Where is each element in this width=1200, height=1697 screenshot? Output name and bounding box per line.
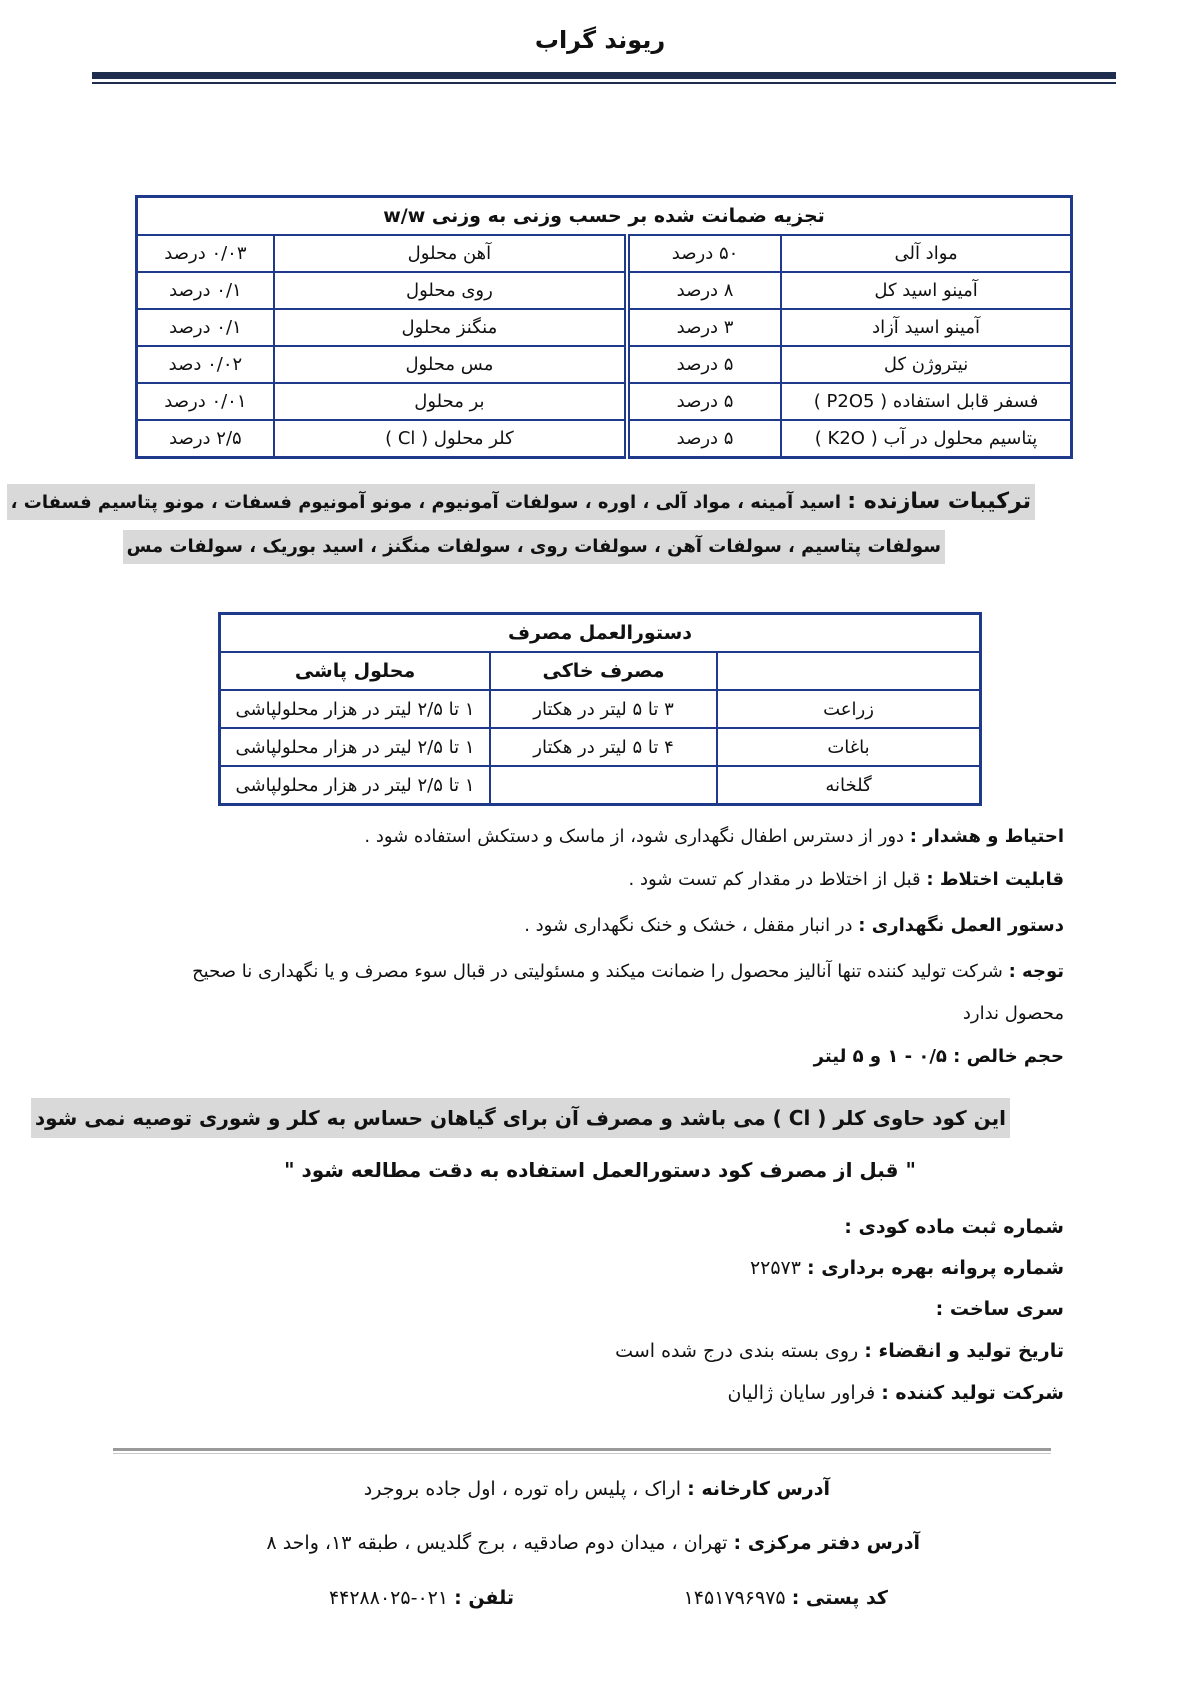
composition-line-1 bbox=[7, 484, 1035, 520]
note-paragraph bbox=[180, 951, 1064, 1035]
composition-text-1: اسید آمینه ، مواد آلی ، اوره ، سولفات آمونیوم ، مونو آمونیوم فسفات ، مونو پتاسیم فسفات ، bbox=[10, 492, 842, 513]
usage-crop: باغات bbox=[717, 728, 980, 766]
header-divider-thin bbox=[92, 82, 1116, 84]
chlorine-warning: این کود حاوی کلر ( Cl ) می باشد و مصرف آن برای گیاهان حساس به کلر و شوری توصیه نمی شود bbox=[31, 1098, 1010, 1138]
table-row bbox=[137, 309, 1072, 346]
usage-spray: ۱ تا ۲/۵ لیتر در هزار محلولپاشی bbox=[220, 728, 491, 766]
usage-crop: گلخانه bbox=[717, 766, 980, 805]
analysis-left-value: ۰/۱ درصد bbox=[137, 272, 274, 309]
storage-line bbox=[524, 915, 1064, 936]
usage-spray: ۱ تا ۲/۵ لیتر در هزار محلولپاشی bbox=[220, 766, 491, 805]
footer-divider-thin bbox=[113, 1453, 1051, 1454]
factory-label: آدرس کارخانه : bbox=[687, 1478, 830, 1500]
analysis-right-name: فسفر قابل استفاده ( P2O5 ) bbox=[781, 383, 1071, 420]
analysis-left-name: آهن محلول bbox=[274, 235, 627, 272]
analysis-right-value: ۳ درصد bbox=[627, 309, 781, 346]
table-row bbox=[137, 272, 1072, 309]
office-value: تهران ، میدان دوم صادقیه ، برج گلدیس ، طبقه ۱۳، واحد ۸ bbox=[266, 1532, 728, 1554]
usage-spray: ۱ تا ۲/۵ لیتر در هزار محلولپاشی bbox=[220, 690, 491, 728]
batch-label: سری ساخت : bbox=[935, 1298, 1064, 1320]
usage-table bbox=[218, 612, 982, 806]
analysis-right-name: آمینو اسید آزاد bbox=[781, 309, 1071, 346]
composition-label: ترکیبات سازنده : bbox=[847, 489, 1031, 514]
analysis-left-value: ۲/۵ درصد bbox=[137, 420, 274, 458]
maker-label: شرکت تولید کننده : bbox=[881, 1382, 1064, 1404]
batch-line bbox=[936, 1298, 1064, 1320]
analysis-right-name: مواد آلی bbox=[781, 235, 1071, 272]
analysis-left-value: ۰/۰۲ دصد bbox=[137, 346, 274, 383]
table-row bbox=[137, 420, 1072, 458]
page-title: ریوند گراب bbox=[534, 26, 666, 54]
postal-code bbox=[684, 1587, 888, 1609]
license-line bbox=[750, 1257, 1064, 1279]
mixing-text: قبل از اختلاط در مقدار کم تست شود . bbox=[628, 869, 921, 890]
header-divider bbox=[92, 72, 1116, 79]
analysis-left-value: ۰/۰۱ درصد bbox=[137, 383, 274, 420]
dates-line bbox=[615, 1340, 1064, 1362]
factory-address bbox=[364, 1478, 830, 1500]
analysis-left-name: مس محلول bbox=[274, 346, 627, 383]
net-volume: حجم خالص : ۰/۵ - ۱ و ۵ لیتر bbox=[813, 1046, 1064, 1067]
storage-text: در انبار مقفل ، خشک و خنک نگهداری شود . bbox=[524, 915, 853, 936]
caution-line bbox=[364, 826, 1064, 847]
registration-line bbox=[844, 1216, 1064, 1238]
mixing-label: قابلیت اختلاط : bbox=[926, 869, 1064, 890]
analysis-right-name: پتاسیم محلول در آب ( K2O ) bbox=[781, 420, 1071, 458]
usage-crop: زراعت bbox=[717, 690, 980, 728]
mixing-line bbox=[629, 869, 1064, 890]
usage-header-soil: مصرف خاکی bbox=[490, 652, 717, 690]
caution-label: احتیاط و هشدار : bbox=[909, 826, 1064, 847]
analysis-right-value: ۸ درصد bbox=[627, 272, 781, 309]
usage-soil: ۴ تا ۵ لیتر در هکتار bbox=[490, 728, 717, 766]
table-row bbox=[137, 383, 1072, 420]
analysis-left-name: کلر محلول ( Cl ) bbox=[274, 420, 627, 458]
analysis-left-value: ۰/۰۳ درصد bbox=[137, 235, 274, 272]
caution-text: دور از دسترس اطفال نگهداری شود، از ماسک و دستکش استفاده شود . bbox=[364, 826, 905, 847]
postal-label: کد پستی : bbox=[791, 1587, 888, 1609]
registration-label: شماره ثبت ماده کودی : bbox=[844, 1216, 1064, 1238]
phone-number bbox=[329, 1587, 514, 1609]
license-value: ۲۲۵۷۳ bbox=[749, 1257, 801, 1279]
maker-line bbox=[727, 1382, 1064, 1404]
analysis-right-name: نیتروژن کل bbox=[781, 346, 1071, 383]
analysis-right-value: ۵ درصد bbox=[627, 420, 781, 458]
note-text: شرکت تولید کننده تنها آنالیز محصول را ضمانت میکند و مسئولیتی در قبال سوء مصرف و یا نگهداری نا صحیح محصول ندارد bbox=[192, 961, 1064, 1024]
storage-label: دستور العمل نگهداری : bbox=[858, 915, 1064, 936]
table-header-row bbox=[220, 652, 981, 690]
analysis-table-title: تجزیه ضمانت شده بر حسب وزنی به وزنی w/w bbox=[137, 197, 1072, 236]
analysis-right-name: آمینو اسید کل bbox=[781, 272, 1071, 309]
table-row bbox=[220, 766, 981, 805]
table-row bbox=[220, 728, 981, 766]
usage-header-crop bbox=[717, 652, 980, 690]
usage-table-title: دستورالعمل مصرف bbox=[220, 614, 981, 653]
usage-soil bbox=[490, 766, 717, 805]
analysis-left-name: بر محلول bbox=[274, 383, 627, 420]
table-row bbox=[220, 690, 981, 728]
usage-header-spray: محلول پاشی bbox=[220, 652, 491, 690]
note-label: توجه : bbox=[1008, 961, 1064, 982]
dates-value: روی بسته بندی درج شده است bbox=[615, 1340, 859, 1362]
postal-value: ۱۴۵۱۷۹۶۹۷۵ bbox=[683, 1587, 786, 1609]
maker-value: فراور سایان ژالیان bbox=[727, 1382, 876, 1404]
read-instructions-notice: " قبل از مصرف کود دستورالعمل استفاده به دقت مطالعه شود " bbox=[284, 1158, 916, 1182]
analysis-table bbox=[135, 195, 1073, 459]
table-row bbox=[137, 235, 1072, 272]
usage-soil: ۳ تا ۵ لیتر در هکتار bbox=[490, 690, 717, 728]
analysis-right-value: ۵ درصد bbox=[627, 346, 781, 383]
analysis-right-value: ۵۰ درصد bbox=[627, 235, 781, 272]
analysis-right-value: ۵ درصد bbox=[627, 383, 781, 420]
dates-label: تاریخ تولید و انقضاء : bbox=[864, 1340, 1064, 1362]
footer-divider bbox=[113, 1448, 1051, 1451]
factory-value: اراک ، پلیس راه توره ، اول جاده بروجرد bbox=[363, 1478, 682, 1500]
analysis-left-value: ۰/۱ درصد bbox=[137, 309, 274, 346]
analysis-left-name: منگنز محلول bbox=[274, 309, 627, 346]
phone-label: تلفن : bbox=[454, 1587, 514, 1609]
table-row bbox=[137, 346, 1072, 383]
office-address bbox=[266, 1532, 920, 1554]
composition-line-2: سولفات پتاسیم ، سولفات آهن ، سولفات روی ، سولفات منگنز ، اسید بوریک ، سولفات مس bbox=[123, 530, 945, 564]
office-label: آدرس دفتر مرکزی : bbox=[733, 1532, 920, 1554]
analysis-left-name: روی محلول bbox=[274, 272, 627, 309]
license-label: شماره پروانه بهره برداری : bbox=[807, 1257, 1064, 1279]
phone-value: ۰۲۱-۴۴۲۸۸۰۲۵ bbox=[328, 1587, 449, 1609]
